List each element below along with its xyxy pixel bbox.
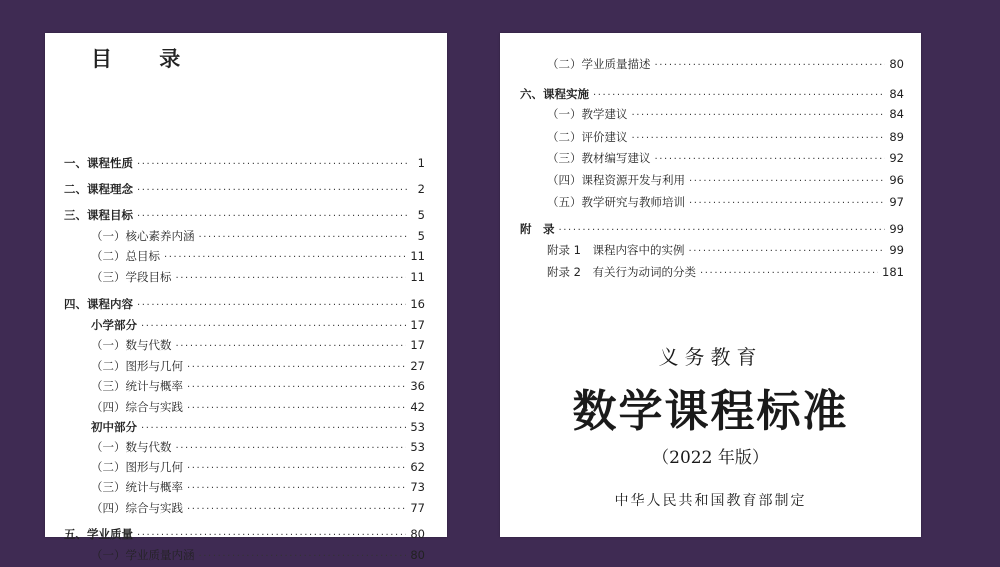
toc-entry-label: （二）学业质量描述	[547, 57, 651, 71]
toc-leader-dots	[137, 296, 406, 316]
toc-entry-page: 77	[410, 501, 425, 515]
toc-entry-page: 92	[889, 151, 904, 165]
toc-entry-page: 17	[410, 318, 425, 332]
toc-entry-page: 80	[889, 57, 904, 71]
toc-entry	[520, 219, 904, 239]
toc-entry	[91, 335, 425, 355]
toc-entry-page: 73	[410, 480, 425, 494]
toc-leader-dots	[141, 317, 406, 337]
toc-entry-label: 初中部分	[91, 420, 137, 434]
toc-entry-label: （一）数与代数	[91, 338, 172, 352]
toc-entry-page: 99	[889, 222, 904, 236]
toc-leader-dots	[164, 248, 406, 268]
toc-entry	[91, 246, 425, 266]
toc-leader-dots	[137, 526, 406, 546]
toc-leader-dots	[688, 242, 885, 262]
toc-entry-label: （四）综合与实践	[91, 400, 183, 414]
toc-entry-page: 99	[889, 243, 904, 257]
toc-entry-page: 5	[417, 229, 425, 243]
toc-entry-label: 附 录	[520, 222, 555, 236]
toc-entry	[91, 417, 425, 437]
toc-entry	[91, 437, 425, 457]
toc-leader-dots	[700, 264, 878, 284]
toc-leader-dots	[632, 106, 886, 126]
toc-entry-page: 53	[410, 440, 425, 454]
toc-entry	[64, 179, 425, 199]
toc-entry-label: （一）学业质量内涵	[91, 548, 195, 562]
toc-entry-label: （三）统计与概率	[91, 480, 183, 494]
toc-entry	[547, 170, 904, 190]
toc-entry-page: 181	[882, 265, 904, 279]
toc-leader-dots	[176, 269, 407, 289]
toc-entry-page: 89	[889, 130, 904, 144]
toc-entry-page: 84	[889, 107, 904, 121]
toc-entry	[547, 262, 904, 282]
toc-entry-label: （二）总目标	[91, 249, 160, 263]
toc-entry-page: 11	[410, 270, 425, 284]
toc-entry-label: （三）统计与概率	[91, 379, 183, 393]
toc-entry	[91, 477, 425, 497]
toc-entry	[91, 457, 425, 477]
toc-entry	[91, 397, 425, 417]
toc-leader-dots	[137, 207, 409, 227]
toc-entry-label: （三）教材编写建议	[547, 151, 651, 165]
toc-entry-page: 2	[417, 182, 425, 196]
toc-entry-label: 一、课程性质	[64, 156, 133, 170]
toc-entry-label: 五、学业质量	[64, 527, 133, 541]
toc-entry-label: 四、课程内容	[64, 297, 133, 311]
toc-entry-page: 84	[889, 87, 904, 101]
toc-leader-dots	[632, 129, 886, 149]
toc-entry-label: （四）综合与实践	[91, 501, 183, 515]
toc-page-right	[500, 33, 921, 537]
toc-leader-dots	[655, 150, 886, 170]
toc-page-left	[45, 33, 447, 562]
toc-leader-dots	[655, 56, 886, 76]
toc-leader-dots	[199, 547, 407, 567]
toc-entry-label: （二）图形与几何	[91, 460, 183, 474]
toc-leader-dots	[176, 439, 407, 459]
toc-entry	[547, 192, 904, 212]
cover-subtitle: 义务教育	[658, 345, 763, 369]
toc-entry-label: （一）教学建议	[547, 107, 628, 121]
toc-entry-page: 17	[410, 338, 425, 352]
toc-entry-label: （一）核心素养内涵	[91, 229, 195, 243]
cover-publisher: 中华人民共和国教育部制定	[614, 493, 807, 509]
toc-entry-page: 96	[889, 173, 904, 187]
toc-entry-label: 六、课程实施	[520, 87, 589, 101]
toc-entry	[547, 148, 904, 168]
toc-entry-label: 三、课程目标	[64, 208, 133, 222]
toc-entry	[547, 104, 904, 124]
toc-leader-dots	[137, 181, 409, 201]
toc-entry	[547, 240, 904, 260]
toc-leader-dots	[187, 358, 406, 378]
toc-leader-dots	[187, 399, 406, 419]
toc-entry	[64, 153, 425, 173]
toc-entry-page: 36	[410, 379, 425, 393]
toc-entry	[91, 498, 425, 518]
toc-leader-dots	[187, 479, 406, 499]
toc-leader-dots	[689, 194, 885, 214]
toc-entry-label: （一）数与代数	[91, 440, 172, 454]
toc-entry-page: 42	[410, 400, 425, 414]
toc-entry	[91, 267, 425, 287]
cover-title: 数学课程标准	[572, 386, 849, 437]
toc-leader-dots	[689, 172, 885, 192]
toc-entry-label: （五）教学研究与教师培训	[547, 195, 685, 209]
toc-entry	[91, 226, 425, 246]
toc-entry-label: 附录 1 课程内容中的实例	[547, 243, 685, 257]
toc-entry	[520, 84, 904, 104]
toc-entry	[64, 294, 425, 314]
toc-entry-label: 二、课程理念	[64, 182, 133, 196]
toc-entry	[91, 545, 425, 565]
toc-list-left	[45, 33, 447, 562]
toc-entry-page: 53	[410, 420, 425, 434]
toc-entry	[64, 205, 425, 225]
toc-entry-page: 27	[410, 359, 425, 373]
toc-leader-dots	[187, 459, 406, 479]
toc-entry	[91, 376, 425, 396]
toc-entry-label: 小学部分	[91, 318, 137, 332]
toc-leader-dots	[141, 419, 406, 439]
toc-leader-dots	[187, 500, 406, 520]
toc-leader-dots	[559, 221, 886, 241]
toc-entry	[91, 315, 425, 335]
toc-leader-dots	[137, 155, 409, 175]
toc-leader-dots	[176, 337, 407, 357]
toc-entry-label: （四）课程资源开发与利用	[547, 173, 685, 187]
toc-leader-dots	[187, 378, 406, 398]
toc-entry	[547, 54, 904, 74]
toc-entry	[64, 524, 425, 544]
toc-entry-label: （三）学段目标	[91, 270, 172, 284]
toc-entry-page: 62	[410, 460, 425, 474]
toc-entry	[91, 356, 425, 376]
toc-entry-label: 附录 2 有关行为动词的分类	[547, 265, 696, 279]
toc-entry-label: （二）评价建议	[547, 130, 628, 144]
toc-entry-page: 16	[410, 297, 425, 311]
toc-entry-page: 11	[410, 249, 425, 263]
toc-title: 目 录	[91, 46, 201, 71]
toc-leader-dots	[593, 86, 885, 106]
toc-entry-page: 1	[417, 156, 425, 170]
toc-entry-page: 80	[410, 548, 425, 562]
toc-entry-page: 5	[417, 208, 425, 222]
cover-edition: （2022 年版）	[652, 448, 769, 468]
toc-leader-dots	[199, 228, 410, 248]
toc-entry-label: （二）图形与几何	[91, 359, 183, 373]
toc-entry	[547, 127, 904, 147]
toc-entry-page: 80	[410, 527, 425, 541]
toc-entry-page: 97	[889, 195, 904, 209]
